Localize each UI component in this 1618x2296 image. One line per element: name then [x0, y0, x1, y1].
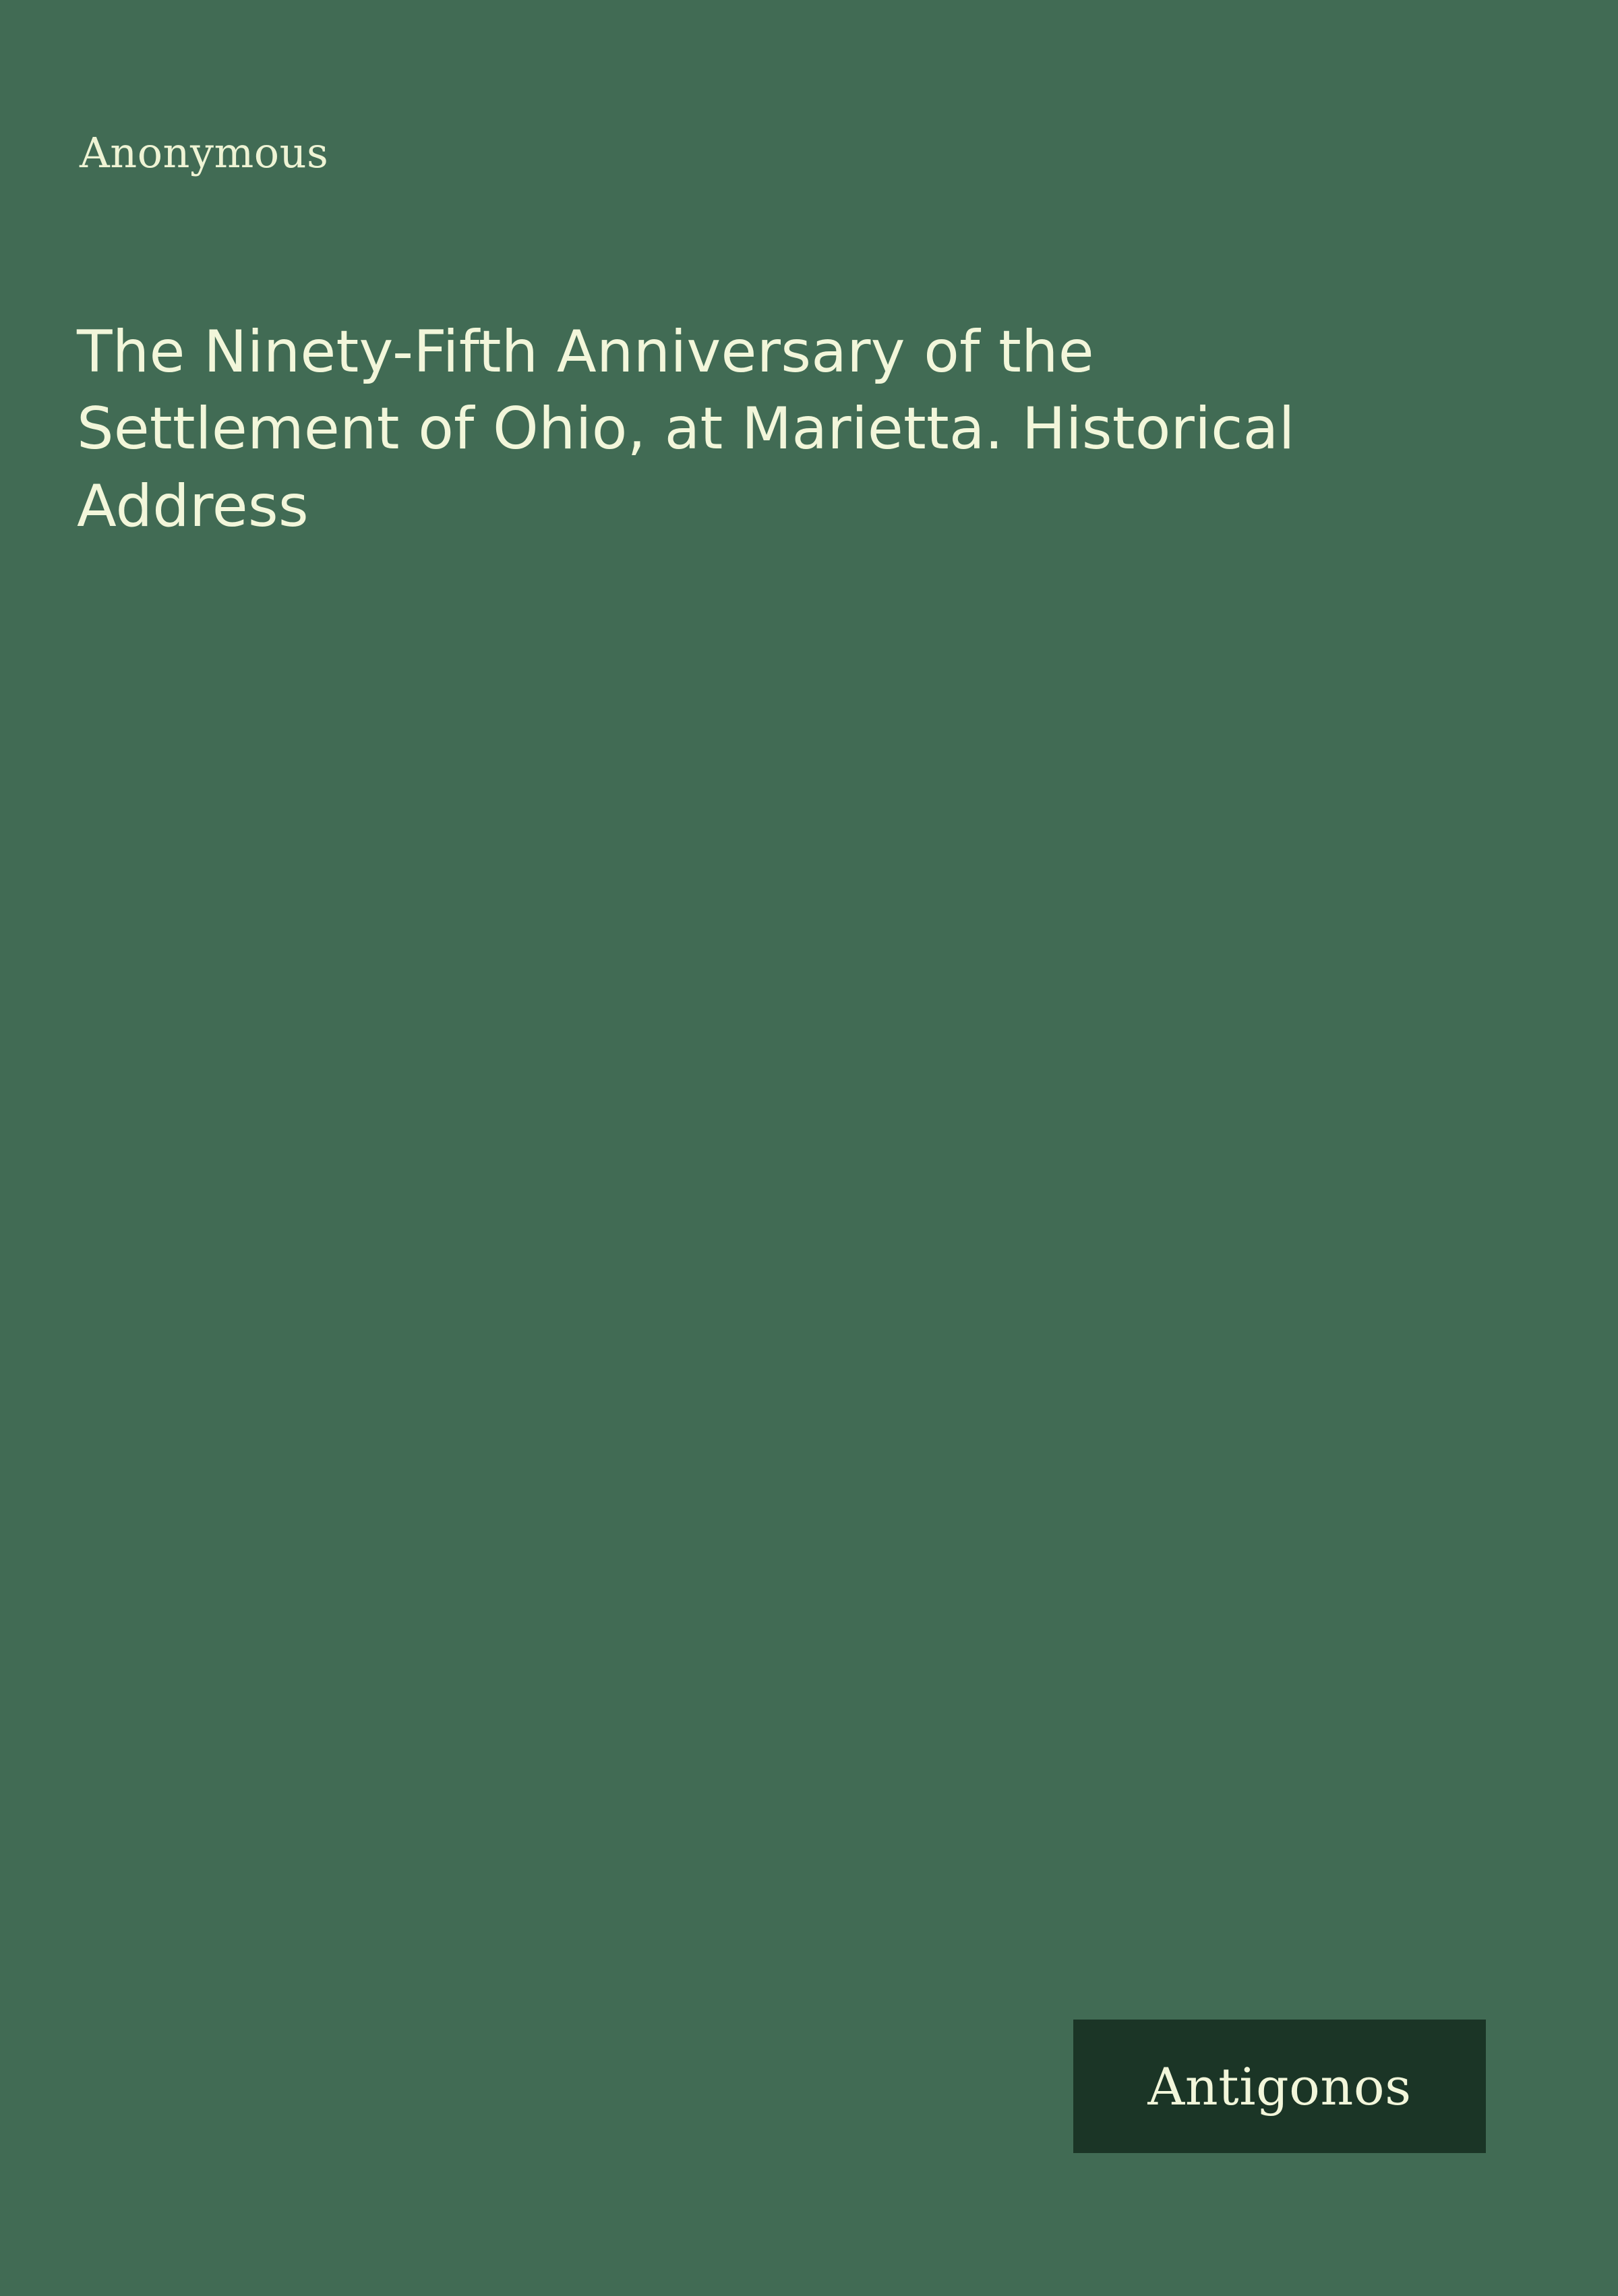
book-title: The Ninety-Fifth Anniversary of the Settlement of Ohio, at Marietta. Historical Address — [77, 318, 1295, 540]
author-name: Anonymous — [80, 128, 329, 177]
publisher-name: Antigonos — [1147, 2056, 1412, 2117]
publisher-badge — [1073, 2020, 1486, 2153]
